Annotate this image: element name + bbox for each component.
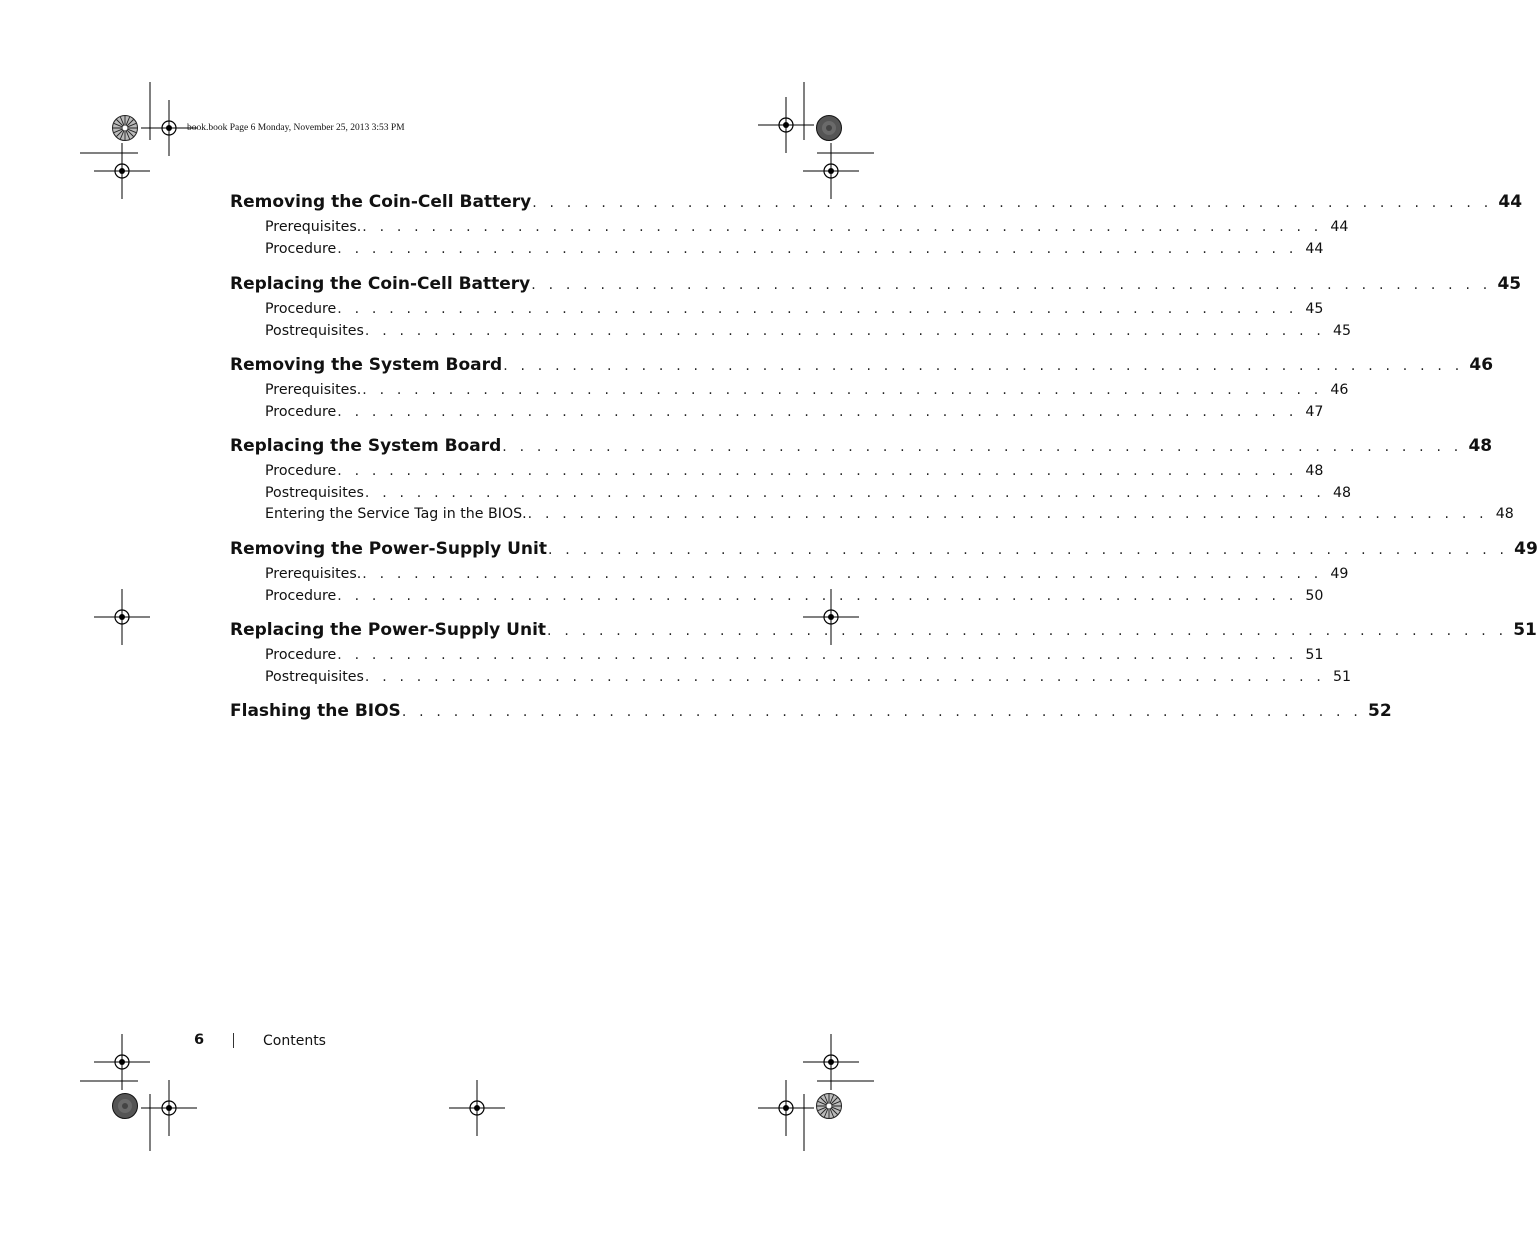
toc-dot-leader: . . . . . . . . . . . . . . . . . . . . . . . . . . . . . . . . . . . . . . . . . . . . . . . . . . . . . . . . [503, 358, 1464, 374]
toc-subentry[interactable] [265, 668, 1352, 685]
toc-dot-leader: . . . . . . . . . . . . . . . . . . . . . . . . . . . . . . . . . . . . . . . . . . . . . . . . . . . . . . . . [531, 277, 1492, 293]
toc-entry-title: Flashing the BIOS [230, 701, 401, 721]
toc-subentry[interactable] [265, 463, 1324, 479]
toc-subentry-title: Procedure [265, 301, 337, 317]
toc-subentry-page: 45 [1333, 322, 1352, 339]
toc-subentry-title: Procedure [265, 240, 337, 257]
print-slug: book.book Page 6 Monday, November 25, 2013 3:53 PM [187, 123, 405, 133]
footer-divider [233, 1033, 234, 1048]
toc-dot-leader: . . . . . . . . . . . . . . . . . . . . . . . . . . . . . . . . . . . . . . . . . . . . . . . . . . . . . . . . [547, 542, 1509, 558]
page-number: 6 [194, 1032, 205, 1048]
footer-label: Contents [263, 1033, 326, 1049]
toc-subentry-title: Prerequisites. [265, 382, 362, 398]
toc-dot-leader: . . . . . . . . . . . . . . . . . . . . . . . . . . . . . . . . . . . . . . . . . . . . . . . . . . . . . . . . [362, 566, 1323, 582]
toc-entry-title: Removing the Power-Supply Unit [230, 539, 547, 559]
toc-subentry-page: 47 [1305, 403, 1324, 420]
toc-entry[interactable] [230, 436, 1493, 456]
toc-subentry-title: Postrequisites [265, 322, 364, 339]
toc-dot-leader: . . . . . . . . . . . . . . . . . . . . . . . . . . . . . . . . . . . . . . . . . . . . . . . . . . . . . . . . [337, 463, 1298, 479]
toc-entry-title: Removing the Coin-Cell Battery [230, 192, 532, 212]
toc-entry[interactable] [230, 192, 1523, 212]
toc-entry[interactable] [230, 701, 1392, 721]
toc-subentry-page: 51 [1333, 668, 1352, 685]
toc-dot-leader: . . . . . . . . . . . . . . . . . . . . . . . . . . . . . . . . . . . . . . . . . . . . . . . . . . . . . . . . [337, 301, 1298, 317]
toc-subentry-page: 50 [1305, 587, 1324, 604]
toc-entry[interactable] [230, 620, 1537, 640]
toc-subentry[interactable] [265, 587, 1324, 604]
toc-entry-page: 45 [1497, 274, 1522, 294]
toc-subentry[interactable] [265, 219, 1349, 235]
toc-subentry[interactable] [265, 322, 1352, 339]
toc-entry-page: 46 [1469, 355, 1494, 375]
toc-subentry[interactable] [265, 301, 1324, 317]
toc-subentry-page: 48 [1495, 506, 1514, 523]
toc-dot-leader: . . . . . . . . . . . . . . . . . . . . . . . . . . . . . . . . . . . . . . . . . . . . . . . . . . . . . . . . [362, 219, 1323, 235]
toc-subentry[interactable] [265, 403, 1324, 420]
toc-subentry[interactable] [265, 382, 1349, 398]
toc-entry[interactable] [230, 539, 1538, 559]
toc-entry-page: 51 [1513, 620, 1537, 640]
toc-subentry-title: Postrequisites [265, 484, 364, 501]
toc-dot-leader: . . . . . . . . . . . . . . . . . . . . . . . . . . . . . . . . . . . . . . . . . . . . . . . . . . . . . . . . [401, 704, 1362, 720]
toc-subentry-title: Postrequisites [265, 668, 364, 685]
toc-dot-leader: . . . . . . . . . . . . . . . . . . . . . . . . . . . . . . . . . . . . . . . . . . . . . . . . . . . . . . . . [337, 587, 1298, 604]
toc-dot-leader: . . . . . . . . . . . . . . . . . . . . . . . . . . . . . . . . . . . . . . . . . . . . . . . . . . . . . . . . [337, 647, 1298, 663]
toc-dot-leader: . . . . . . . . . . . . . . . . . . . . . . . . . . . . . . . . . . . . . . . . . . . . . . . . . . . . . . . . [362, 382, 1323, 398]
toc-subentry-page: 49 [1330, 566, 1349, 582]
toc-subentry-page: 46 [1330, 382, 1349, 398]
toc-subentry-page: 44 [1330, 219, 1349, 235]
toc-subentry-title: Entering the Service Tag in the BIOS. [265, 506, 527, 523]
toc-entry-title: Replacing the Power-Supply Unit [230, 620, 547, 640]
toc-subentry-title: Procedure [265, 587, 337, 604]
toc-entry[interactable] [230, 274, 1522, 294]
toc-subentry-title: Prerequisites. [265, 566, 362, 582]
toc-subentry-title: Procedure [265, 647, 337, 663]
toc-entry-page: 52 [1367, 701, 1392, 721]
toc-dot-leader: . . . . . . . . . . . . . . . . . . . . . . . . . . . . . . . . . . . . . . . . . . . . . . . . . . . . . . . . [364, 668, 1326, 685]
toc-dot-leader: . . . . . . . . . . . . . . . . . . . . . . . . . . . . . . . . . . . . . . . . . . . . . . . . . . . . . . . . [532, 195, 1493, 211]
toc-subentry-page: 44 [1305, 240, 1324, 257]
toc-entry-page: 49 [1514, 539, 1538, 559]
toc-subentry[interactable] [265, 566, 1349, 582]
toc-dot-leader: . . . . . . . . . . . . . . . . . . . . . . . . . . . . . . . . . . . . . . . . . . . . . . . . . . . . . . . . [364, 484, 1326, 501]
toc-subentry-title: Procedure [265, 463, 337, 479]
toc-dot-leader: . . . . . . . . . . . . . . . . . . . . . . . . . . . . . . . . . . . . . . . . . . . . . . . . . . . . . . . . [547, 623, 1508, 639]
toc-subentry[interactable] [265, 240, 1324, 257]
toc-entry[interactable] [230, 355, 1494, 375]
toc-subentry[interactable] [265, 506, 1514, 523]
toc-entry-title: Replacing the System Board [230, 436, 502, 456]
toc-subentry-page: 48 [1333, 484, 1352, 501]
toc-subentry[interactable] [265, 484, 1352, 501]
toc-dot-leader: . . . . . . . . . . . . . . . . . . . . . . . . . . . . . . . . . . . . . . . . . . . . . . . . . . . . . . . . [337, 403, 1298, 420]
toc-dot-leader: . . . . . . . . . . . . . . . . . . . . . . . . . . . . . . . . . . . . . . . . . . . . . . . . . . . . . . . . [364, 322, 1326, 339]
toc-subentry-page: 51 [1305, 647, 1324, 663]
toc-dot-leader: . . . . . . . . . . . . . . . . . . . . . . . . . . . . . . . . . . . . . . . . . . . . . . . . . . . . . . . . [502, 439, 1463, 455]
toc-dot-leader: . . . . . . . . . . . . . . . . . . . . . . . . . . . . . . . . . . . . . . . . . . . . . . . . . . . . . . . . [527, 506, 1488, 523]
toc-subentry-page: 48 [1305, 463, 1324, 479]
toc-entry-title: Removing the System Board [230, 355, 503, 375]
toc-subentry-title: Procedure [265, 403, 337, 420]
toc-subentry[interactable] [265, 647, 1324, 663]
toc-subentry-title: Prerequisites. [265, 219, 362, 235]
toc-entry-page: 44 [1498, 192, 1523, 212]
toc-subentry-page: 45 [1305, 301, 1324, 317]
toc-entry-title: Replacing the Coin-Cell Battery [230, 274, 531, 294]
toc-entry-page: 48 [1468, 436, 1493, 456]
toc-dot-leader: . . . . . . . . . . . . . . . . . . . . . . . . . . . . . . . . . . . . . . . . . . . . . . . . . . . . . . . . [337, 240, 1298, 257]
